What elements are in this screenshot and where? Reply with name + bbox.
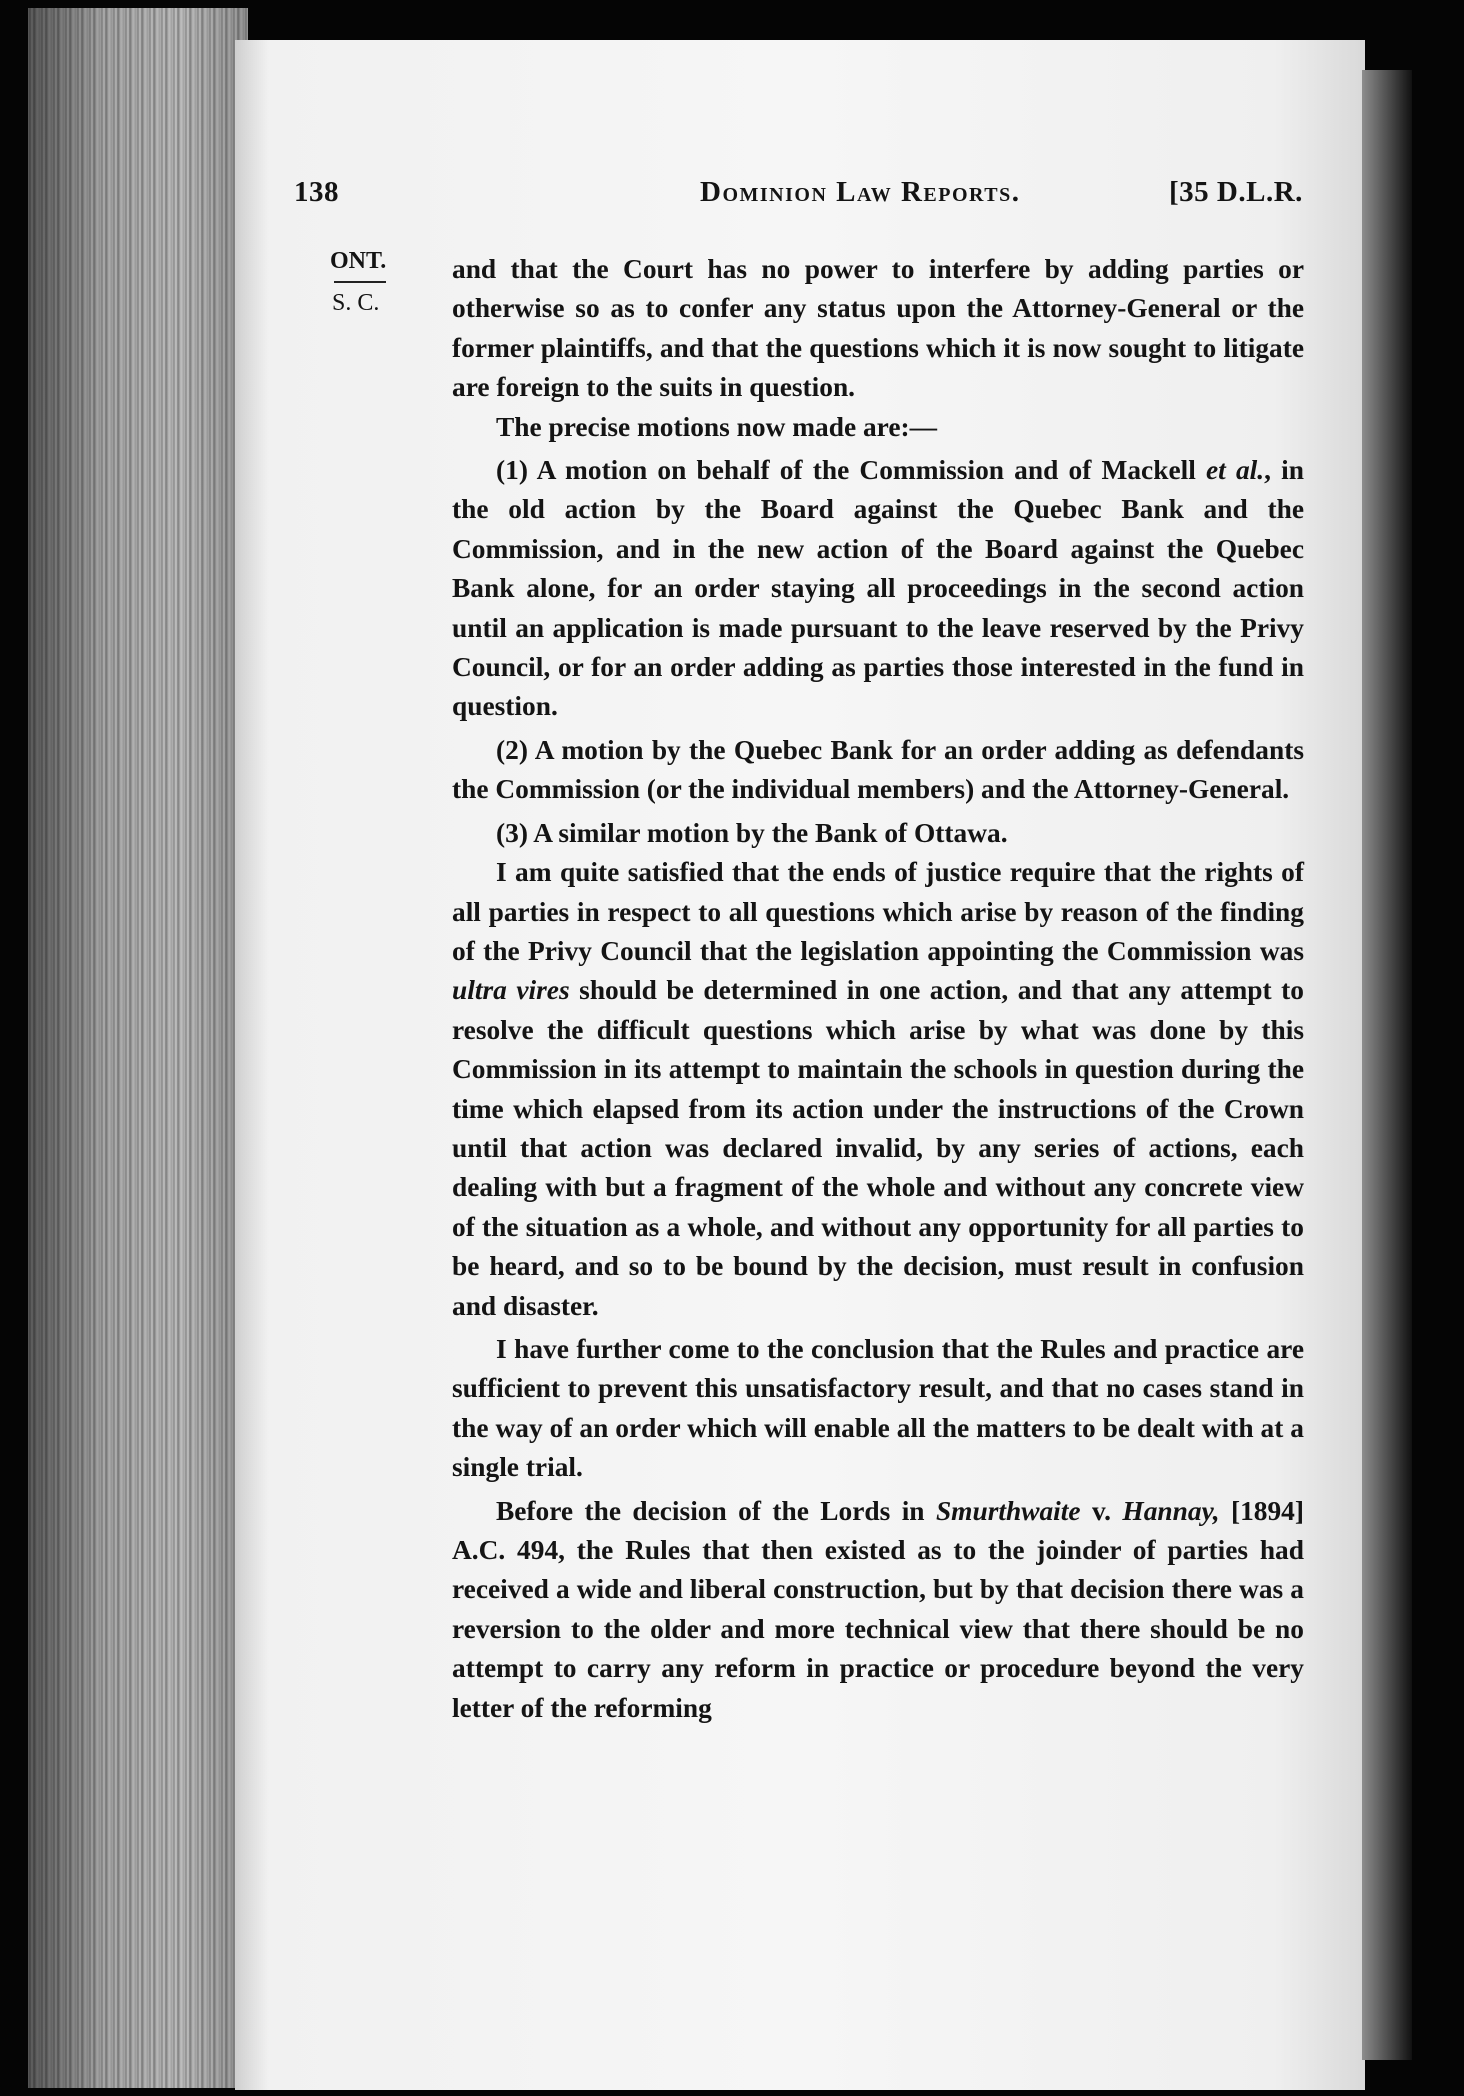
italic-text: Hannay, — [1122, 1495, 1220, 1526]
text-segment: I have further come to the conclusion that the Rules and practice are sufficient to prevent this unsatisfactory result, and that no cases stand in the way of an order which will enable all the matters to be dealt with at a single trial. — [452, 1333, 1304, 1483]
text-segment: should be determined in one action, and that any attempt to resolve the difficult questions which arise by what was done by this Commission in its attempt to maintain the schools in question during the time which elapsed from its action under the instructions of the Crown until that action was declared invalid, by any series of actions, each dealing with but a fragment of the whole and without any concrete view of the situation as a whole, and without any opportunity for all parties to be heard, and so to be bound by the decision, must result in confusion and disaster. — [452, 975, 1304, 1321]
paragraph — [452, 1492, 1304, 1728]
text-segment: (2) A motion by the Quebec Bank for an order adding as defendants the Commission (or the individual members) and the Attorney-General. — [452, 734, 1304, 805]
margin-note-rule — [334, 281, 386, 283]
paragraph — [452, 250, 1304, 408]
paragraph — [452, 731, 1304, 810]
text-segment: The precise motions now made are:— — [496, 411, 938, 442]
paragraph — [452, 853, 1304, 1326]
page-number: 138 — [294, 176, 339, 208]
facing-page-edge — [1362, 70, 1412, 2060]
italic-text: ultra vires — [452, 975, 570, 1006]
volume-reference: [35 D.L.R. — [1169, 176, 1303, 208]
paragraph — [452, 1330, 1304, 1488]
paragraph — [452, 814, 1304, 853]
paragraph — [452, 451, 1304, 727]
margin-note-jurisdiction: ONT. — [330, 248, 387, 274]
paragraph — [452, 408, 1304, 447]
text-segment: (1) A motion on behalf of the Commission and of Mackell — [496, 455, 1207, 486]
text-segment: v. — [1080, 1495, 1123, 1526]
body-text — [452, 250, 1304, 1728]
margin-note-court: S. C. — [332, 290, 380, 316]
text-segment: (3) A similar motion by the Bank of Ottawa. — [496, 817, 1008, 848]
text-segment: and that the Court has no power to interfere by adding parties or otherwise so as to confer any status upon the Attorney-General or the former plaintiffs, and that the questions which it is now sought to litigate are foreign to the suits in question. — [452, 254, 1304, 403]
italic-text: et al. — [1206, 455, 1265, 486]
italic-text: Smurthwaite — [935, 1495, 1081, 1526]
text-segment: I am quite satisfied that the ends of justice require that the rights of all parties in respect to all questions which arise by reason of the finding of the Privy Council that the legislation appointing the Commission was — [452, 857, 1304, 966]
text-segment: , in the old action by the Board against the Quebec Bank and the Commission, and in the new action of the Board against the Quebec Bank alone, for an order staying all proceedings in the second action until an application is made pursuant to the leave reserved by the Privy Council, or for an order adding as parties those interested in the fund in question. — [452, 455, 1304, 722]
text-segment: [1894] A.C. 494, the Rules that then existed as to the joinder of parties had received a wide and liberal construction, but by that decision there was a reversion to the older and more technical view that there should be no attempt to carry any reform in practice or procedure beyond the very letter of the reforming — [452, 1495, 1304, 1723]
running-title: Dominion Law Reports. — [700, 176, 1021, 208]
text-segment: Before the decision of the Lords in — [496, 1495, 936, 1526]
book-edge-shadow — [28, 8, 248, 2088]
